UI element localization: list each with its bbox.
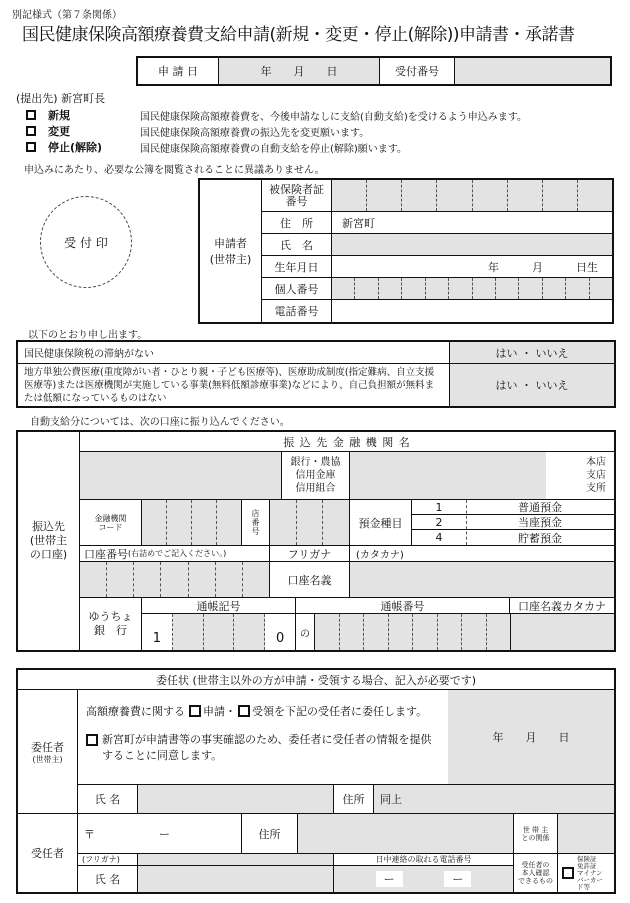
holder-kana-label: 口座名義カタカナ: [510, 598, 614, 614]
bank-side-label: 振込先 (世帯主 の口座): [18, 432, 80, 650]
applicant-label: 申請者 (世帯主): [200, 180, 262, 322]
branch-name-field[interactable]: [350, 452, 546, 500]
passbook-code-field[interactable]: 1 0: [142, 614, 296, 650]
holder-kana-field[interactable]: [510, 614, 614, 650]
consent-text: 申込みにあたり、必要な公簿を閲覧されることに異議ありません。: [24, 165, 325, 176]
deposit-ordinary[interactable]: 普通預金: [466, 500, 614, 515]
receipt-no-label: 受付番号: [380, 58, 455, 84]
birth-field[interactable]: 年 月 日生: [332, 256, 612, 278]
relation-label: 世 帯 主 との関係: [514, 814, 558, 854]
option-stop-label: 停止(解除): [48, 141, 103, 154]
delegator-label: 委任者 (世帯主): [18, 690, 78, 814]
form-number: 別記様式（第７条関係）: [12, 10, 122, 21]
option-change-desc: 国民健康保険高額療養費の振込先を変更願います。: [140, 127, 370, 139]
birth-label: 生年月日: [262, 256, 332, 278]
application-type-options: [26, 107, 616, 155]
branch-no-field[interactable]: [270, 500, 350, 546]
id-confirm-option: 保険証 免許証 マイナン バーカー ド等: [558, 854, 614, 892]
receipt-no-field[interactable]: [455, 58, 610, 84]
declare-text: 以下のとおり申し出ます。: [28, 330, 148, 341]
new-checkbox[interactable]: [26, 110, 36, 120]
passbook-no-label: 通帳番号: [296, 598, 510, 614]
option-new-label: 新規: [48, 109, 70, 122]
deposit-current[interactable]: 当座預金: [466, 515, 614, 530]
delegation-statements: 高額療養費に関する 申請・ 受領を下記の受任者に委任します。 新宮町が申請書等の事実確認のため、委任者に受任者の情報を提供することに同意します。: [86, 705, 432, 762]
delegator-name-field[interactable]: [138, 784, 334, 814]
option-stop-desc: 国民健康保険高額療養費の自動支給を停止(解除)願います。: [140, 143, 408, 155]
agent-address-field[interactable]: [298, 814, 514, 854]
branch-no-label: 店 番 号: [242, 500, 270, 546]
auto-payment-note: 自動支給分については、次の口座に振り込んでください。: [30, 417, 290, 428]
passbook-no-field[interactable]: の: [296, 614, 510, 650]
institution-code-label: 金融機関 コード: [80, 500, 142, 546]
passbook-code-label: 通帳記号: [142, 598, 296, 614]
my-number-field[interactable]: [332, 278, 612, 300]
agent-furigana-label: (フリガナ): [78, 854, 138, 866]
agent-address-label: 住所: [242, 814, 298, 854]
date-field[interactable]: 年 月 日: [219, 58, 380, 84]
delegation-date-field[interactable]: 年 月 日: [448, 690, 614, 784]
submit-to: (提出先) 新宮町長: [16, 92, 106, 105]
applicant-table: [198, 178, 614, 324]
date-label: 申 請 日: [138, 58, 219, 84]
account-holder-label: 口座名義: [270, 562, 350, 598]
condition-public-medical: 地方単独公費医療(重度障がい者・ひとり親・子ども医療等)、医療助成制度(指定難病、自立支援医療等)または医療機関が実施している事業(無料低額診療事業)などにより、自己負担額が無料または低額になっているものはない: [18, 364, 450, 406]
deposit-type-options[interactable]: 1 普通預金 2 当座預金 4 貯蓄預金: [412, 500, 614, 546]
bank-header: 振 込 先 金 融 機 関 名: [80, 432, 614, 452]
insured-no-field[interactable]: [332, 180, 612, 212]
relation-field[interactable]: [558, 814, 614, 854]
change-checkbox[interactable]: [26, 126, 36, 136]
insured-no-label: 被保険者証番号: [262, 180, 332, 212]
day-phone-field[interactable]: ー ー: [334, 866, 514, 892]
reception-stamp-area: [40, 196, 132, 288]
name-field[interactable]: [332, 234, 612, 256]
delegator-name-label: 氏 名: [78, 784, 138, 814]
my-number-label: 個人番号: [262, 278, 332, 300]
consent-checkbox[interactable]: [86, 734, 98, 746]
bank-account-table: [16, 430, 616, 652]
address-label: 住 所: [262, 212, 332, 234]
bank-name-field[interactable]: [80, 452, 282, 500]
address-field[interactable]: 新宮町: [332, 212, 612, 234]
postal-field[interactable]: 〒 ー: [78, 814, 242, 854]
delegation-title: 委任状 (世帯主以外の方が申請・受領する場合、記入が必要です): [18, 670, 614, 690]
agent-furigana-field[interactable]: [138, 854, 334, 866]
application-date-row: [136, 56, 612, 86]
deposit-savings[interactable]: 貯蓄預金: [518, 531, 562, 545]
furigana-label: フリガナ: [270, 546, 350, 562]
conditions-table: [16, 340, 616, 408]
apply-checkbox[interactable]: [189, 705, 201, 717]
institution-code-field[interactable]: [142, 500, 242, 546]
day-phone-label: 日中連絡の取れる電話番号: [334, 854, 514, 866]
delegator-address-label: 住所: [334, 784, 374, 814]
account-no-field[interactable]: [80, 562, 270, 598]
id-confirm-checkbox[interactable]: [562, 867, 574, 879]
agent-name-label: 氏 名: [78, 866, 138, 892]
account-holder-field[interactable]: [350, 562, 614, 598]
answer-public-medical[interactable]: はい ・ いいえ: [450, 364, 614, 406]
bank-type-label: 銀行・農協 信用金庫 信用組合: [282, 452, 350, 500]
phone-label: 電話番号: [262, 300, 332, 322]
condition-no-arrears: 国民健康保険税の滞納がない: [18, 342, 450, 364]
account-no-label-cell: 口座番号 (右詰めでご記入ください。): [80, 546, 270, 562]
receive-checkbox[interactable]: [238, 705, 250, 717]
branch-type-label: 本店 支店 支所: [546, 452, 614, 500]
agent-label: 受任者: [18, 814, 78, 892]
page-title: 国民健康保険高額療養費支給申請(新規・変更・停止(解除))申請書・承諾書: [22, 25, 575, 45]
option-new-desc: 国民健康保険高額療養費を、今後申請なしに支給(自動支給)を受けるよう申込みます。: [140, 111, 528, 123]
name-label: 氏 名: [262, 234, 332, 256]
stop-checkbox[interactable]: [26, 142, 36, 152]
answer-no-arrears[interactable]: はい ・ いいえ: [450, 342, 614, 364]
agent-name-field[interactable]: [138, 866, 334, 892]
stamp-label: 受 付 印: [64, 235, 108, 250]
deposit-type-label: 預金種目: [350, 500, 412, 546]
delegation-table: [16, 668, 616, 894]
id-confirm-label: 受任者の 本人確認 できるもの: [514, 854, 558, 892]
yucho-label: ゆうちょ 銀 行: [80, 598, 142, 650]
phone-field[interactable]: [332, 300, 612, 322]
option-change-label: 変更: [48, 125, 70, 138]
delegator-address-field[interactable]: 同上: [374, 784, 614, 814]
furigana-field[interactable]: (カタカナ): [350, 546, 614, 562]
